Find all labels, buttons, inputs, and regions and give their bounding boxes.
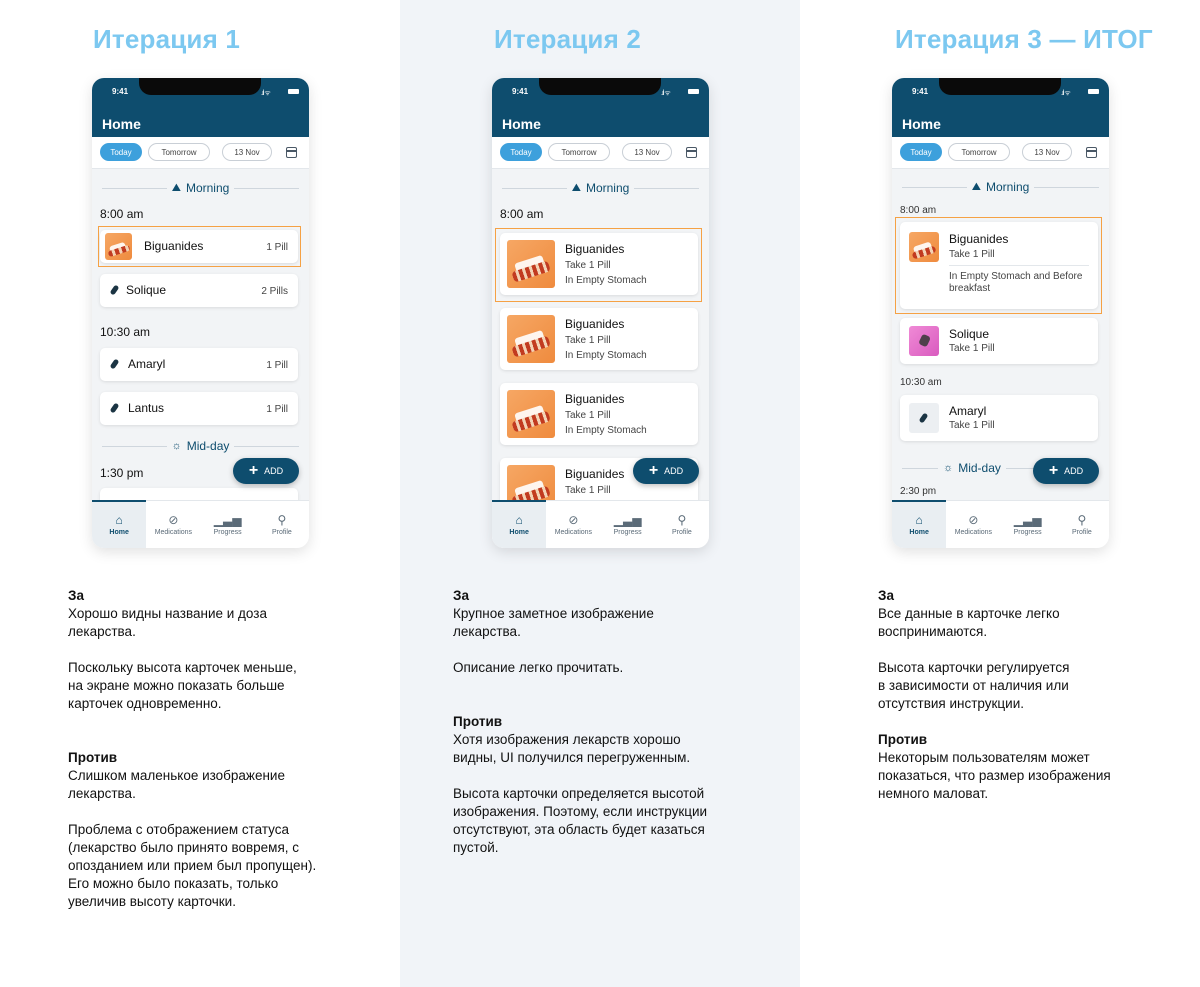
med-card-amaryl[interactable] bbox=[100, 348, 298, 381]
med-name: Amaryl bbox=[128, 357, 166, 371]
app-header bbox=[892, 78, 1109, 137]
person-icon: ⚲ bbox=[277, 512, 287, 527]
date-selector bbox=[92, 137, 309, 169]
med-name: Biguanides bbox=[144, 239, 204, 253]
sunrise-icon: ⛰ bbox=[971, 180, 981, 193]
status-icons bbox=[261, 88, 299, 95]
med-dose: Take 1 Pill bbox=[949, 249, 995, 260]
time-label: 2:30 pm bbox=[900, 486, 937, 497]
cons-text: Проблема с отображением статуса (лекарство было принято вовремя, с опозданием или прием был пропущен). Его можно было показать, только увеличив высоту карточки. bbox=[68, 822, 317, 909]
plus-icon: + bbox=[1048, 462, 1059, 479]
med-name: Biguanides bbox=[949, 232, 1009, 246]
notes bbox=[878, 587, 1178, 803]
med-dose: 1 Pill bbox=[266, 404, 288, 415]
med-name: Amaryl bbox=[949, 404, 987, 418]
time-label: 8:00 am bbox=[500, 207, 544, 221]
tab-medications[interactable]: ⊘ Medications bbox=[554, 512, 593, 536]
tab-home[interactable]: ⌂ Home bbox=[892, 501, 946, 548]
phone-mockup bbox=[92, 78, 309, 548]
time-label: 10:30 am bbox=[900, 377, 942, 388]
pill-icon bbox=[919, 412, 929, 423]
link-icon: ⊘ bbox=[168, 512, 179, 527]
med-instruction: In Empty Stomach and Before breakfast bbox=[949, 271, 1083, 294]
calendar-icon[interactable] bbox=[286, 147, 297, 158]
chip-date[interactable]: 13 Nov bbox=[222, 143, 272, 161]
section-midday bbox=[102, 439, 299, 453]
pill-icon bbox=[110, 358, 120, 369]
med-card-biguanides[interactable] bbox=[500, 383, 698, 445]
med-instruction: In Empty Stomach bbox=[565, 425, 647, 436]
section-label: Morning bbox=[985, 180, 1030, 194]
add-button[interactable]: + ADD bbox=[233, 458, 299, 484]
chip-tomorrow[interactable]: Tomorrow bbox=[948, 143, 1010, 161]
tab-progress[interactable]: ▁▃▅ Progress bbox=[613, 512, 642, 536]
cons-heading: Против bbox=[878, 732, 928, 747]
med-dose: Take 1 Pill bbox=[565, 410, 611, 421]
add-button[interactable]: + ADD bbox=[633, 458, 699, 484]
tab-bar bbox=[492, 500, 709, 548]
phone-mockup bbox=[492, 78, 709, 548]
link-icon: ⊘ bbox=[968, 512, 979, 527]
med-dose: Take 1 Pill bbox=[949, 343, 995, 354]
tab-profile[interactable]: ⚲ Profile bbox=[671, 512, 692, 536]
time-label: 1:30 pm bbox=[100, 466, 144, 480]
plus-icon: + bbox=[248, 462, 259, 479]
signal-icon: .ıl ᯤ bbox=[1061, 90, 1070, 97]
med-name: Biguanides bbox=[565, 317, 625, 331]
chip-tomorrow[interactable]: Tomorrow bbox=[148, 143, 210, 161]
pill-icon bbox=[110, 284, 120, 295]
battery-icon bbox=[288, 89, 299, 94]
bar-chart-icon: ▁▃▅ bbox=[213, 512, 242, 527]
section-label: Morning bbox=[585, 181, 630, 195]
sunrise-icon: ⛰ bbox=[571, 181, 581, 194]
battery-icon bbox=[1088, 89, 1099, 94]
section-label: Mid-day bbox=[958, 461, 1001, 475]
home-icon: ⌂ bbox=[915, 512, 923, 527]
sun-icon: ☼ bbox=[171, 440, 182, 452]
med-card-solique[interactable] bbox=[900, 318, 1098, 364]
app-header bbox=[492, 78, 709, 137]
bar-chart-icon: ▁▃▅ bbox=[1013, 512, 1042, 527]
med-dose: 1 Pill bbox=[266, 242, 288, 253]
screen-title: Home bbox=[102, 116, 141, 132]
date-selector bbox=[892, 137, 1109, 169]
cons-text: Слишком маленькое изображение лекарства. bbox=[68, 768, 285, 801]
section-midday bbox=[902, 461, 1042, 475]
date-selector bbox=[492, 137, 709, 169]
tab-bar bbox=[92, 500, 309, 548]
tab-medications[interactable]: ⊘ Medications bbox=[954, 512, 993, 536]
chip-today[interactable]: Today bbox=[900, 143, 942, 161]
med-dose: Take 1 Pill bbox=[565, 335, 611, 346]
cons-text: Некоторым пользователям может показаться, что размер изображения немного маловат. bbox=[878, 750, 1111, 801]
section-morning bbox=[902, 180, 1099, 194]
cons-heading: Против bbox=[453, 714, 503, 729]
status-time: 9:41 bbox=[912, 87, 929, 96]
pros-text: Описание легко прочитать. bbox=[453, 660, 624, 675]
add-button[interactable]: + ADD bbox=[1033, 458, 1099, 484]
time-label: 10:30 am bbox=[100, 325, 151, 339]
tab-profile[interactable]: ⚲ Profile bbox=[271, 512, 292, 536]
pros-heading: За bbox=[453, 588, 469, 603]
med-dose: Take 1 Pill bbox=[565, 260, 611, 271]
med-instruction: In Empty Stomach bbox=[565, 275, 647, 286]
medicine-image bbox=[909, 403, 939, 433]
cons-text: Хотя изображения лекарств хорошо видны, UI получился перегруженным. bbox=[453, 732, 691, 765]
bar-chart-icon: ▁▃▅ bbox=[613, 512, 642, 527]
med-card-biguanides[interactable] bbox=[900, 222, 1098, 309]
iteration-2-column bbox=[400, 0, 800, 987]
section-morning bbox=[102, 181, 299, 195]
phone-mockup bbox=[892, 78, 1109, 548]
cons-text: Высота карточки определяется высотой изображения. Поэтому, если инструкции отсутствуют, эта область будет казаться пустой. bbox=[453, 786, 708, 855]
section-label: Mid-day bbox=[186, 439, 230, 453]
iteration-3-column bbox=[800, 0, 1200, 987]
person-icon: ⚲ bbox=[677, 512, 687, 527]
pros-heading: За bbox=[878, 588, 894, 603]
chip-tomorrow[interactable]: Tomorrow bbox=[548, 143, 610, 161]
medicine-image bbox=[507, 315, 555, 363]
med-dose: 2 Pills bbox=[261, 286, 288, 297]
time-label: 8:00 am bbox=[900, 205, 937, 216]
notes bbox=[68, 587, 368, 911]
pros-text: Поскольку высота карточек меньше, на экране можно показать больше карточек одновременно. bbox=[68, 660, 297, 711]
calendar-icon[interactable] bbox=[1086, 147, 1097, 158]
schedule-list bbox=[92, 170, 309, 500]
medicine-image bbox=[909, 326, 939, 356]
home-icon: ⌂ bbox=[515, 512, 523, 527]
med-name: Solique bbox=[126, 283, 167, 297]
med-card-amaryl[interactable] bbox=[900, 395, 1098, 441]
med-name: Lantus bbox=[128, 401, 165, 415]
notes bbox=[453, 587, 753, 857]
iteration-1-column bbox=[0, 0, 400, 987]
signal-icon: .ıl ᯤ bbox=[661, 90, 670, 97]
medicine-image bbox=[105, 233, 132, 260]
med-name: Biguanides bbox=[565, 467, 625, 481]
pros-text: Крупное заметное изображение лекарства. bbox=[453, 606, 654, 639]
notch bbox=[539, 78, 661, 95]
medicine-image bbox=[507, 240, 555, 288]
med-card-solique[interactable] bbox=[100, 274, 298, 307]
med-name: Biguanides bbox=[565, 242, 625, 256]
tab-bar bbox=[892, 500, 1109, 548]
section-label: Morning bbox=[185, 181, 230, 195]
tab-home[interactable]: ⌂ Home bbox=[92, 501, 146, 548]
person-icon: ⚲ bbox=[1077, 512, 1087, 527]
notch bbox=[939, 78, 1061, 95]
tab-medications[interactable]: ⊘ Medications bbox=[154, 512, 193, 536]
sunrise-icon: ⛰ bbox=[171, 181, 181, 194]
tab-progress[interactable]: ▁▃▅ Progress bbox=[1013, 512, 1042, 536]
battery-icon bbox=[688, 89, 699, 94]
plus-icon: + bbox=[648, 462, 659, 479]
divider bbox=[949, 265, 1089, 266]
chip-today[interactable]: Today bbox=[500, 143, 542, 161]
med-name: Biguanides bbox=[565, 392, 625, 406]
pill-icon bbox=[110, 402, 120, 413]
pros-text: Хорошо видны название и доза лекарства. bbox=[68, 606, 267, 639]
section-morning bbox=[502, 181, 699, 195]
status-icons bbox=[661, 88, 699, 95]
chip-today[interactable]: Today bbox=[100, 143, 142, 161]
medicine-image bbox=[909, 232, 939, 262]
app-header bbox=[92, 78, 309, 137]
pros-text: Все данные в карточке легко воспринимаются. bbox=[878, 606, 1060, 639]
med-instruction: In Empty Stomach bbox=[565, 350, 647, 361]
tab-progress[interactable]: ▁▃▅ Progress bbox=[213, 512, 242, 536]
med-card-biguanides[interactable] bbox=[500, 233, 698, 295]
iteration-title: Итерация 2 bbox=[494, 24, 642, 54]
med-dose: Take 1 Pill bbox=[949, 420, 995, 431]
sun-icon: ☼ bbox=[943, 462, 954, 474]
status-time: 9:41 bbox=[512, 87, 529, 96]
status-time: 9:41 bbox=[112, 87, 129, 96]
med-card-biguanides[interactable] bbox=[100, 230, 298, 263]
tab-home[interactable]: ⌂ Home bbox=[492, 501, 546, 548]
medicine-image bbox=[507, 390, 555, 438]
med-dose: Take 1 Pill bbox=[565, 485, 611, 496]
med-card-biguanides[interactable] bbox=[500, 308, 698, 370]
schedule-list bbox=[892, 170, 1109, 500]
chip-date[interactable]: 13 Nov bbox=[622, 143, 672, 161]
time-label: 8:00 am bbox=[100, 207, 144, 221]
status-icons bbox=[1061, 88, 1099, 95]
calendar-icon[interactable] bbox=[686, 147, 697, 158]
signal-icon: .ıl ᯤ bbox=[261, 90, 270, 97]
chip-date[interactable]: 13 Nov bbox=[1022, 143, 1072, 161]
tab-profile[interactable]: ⚲ Profile bbox=[1071, 512, 1092, 536]
link-icon: ⊘ bbox=[568, 512, 579, 527]
screen-title: Home bbox=[902, 116, 941, 132]
cons-heading: Против bbox=[68, 750, 118, 765]
pros-text: Высота карточки регулируется в зависимости от наличия или отсутствия инструкции. bbox=[878, 660, 1070, 711]
iteration-title: Итерация 3 — ИТОГ bbox=[895, 24, 1153, 54]
medicine-image bbox=[507, 465, 555, 500]
notch bbox=[139, 78, 261, 95]
schedule-list bbox=[492, 170, 709, 500]
med-name: Solique bbox=[949, 327, 990, 341]
screen-title: Home bbox=[502, 116, 541, 132]
home-icon: ⌂ bbox=[115, 512, 123, 527]
iteration-title: Итерация 1 bbox=[93, 24, 241, 54]
med-dose: 1 Pill bbox=[266, 360, 288, 371]
med-card[interactable] bbox=[100, 488, 298, 500]
pros-heading: За bbox=[68, 588, 84, 603]
med-card-lantus[interactable] bbox=[100, 392, 298, 425]
